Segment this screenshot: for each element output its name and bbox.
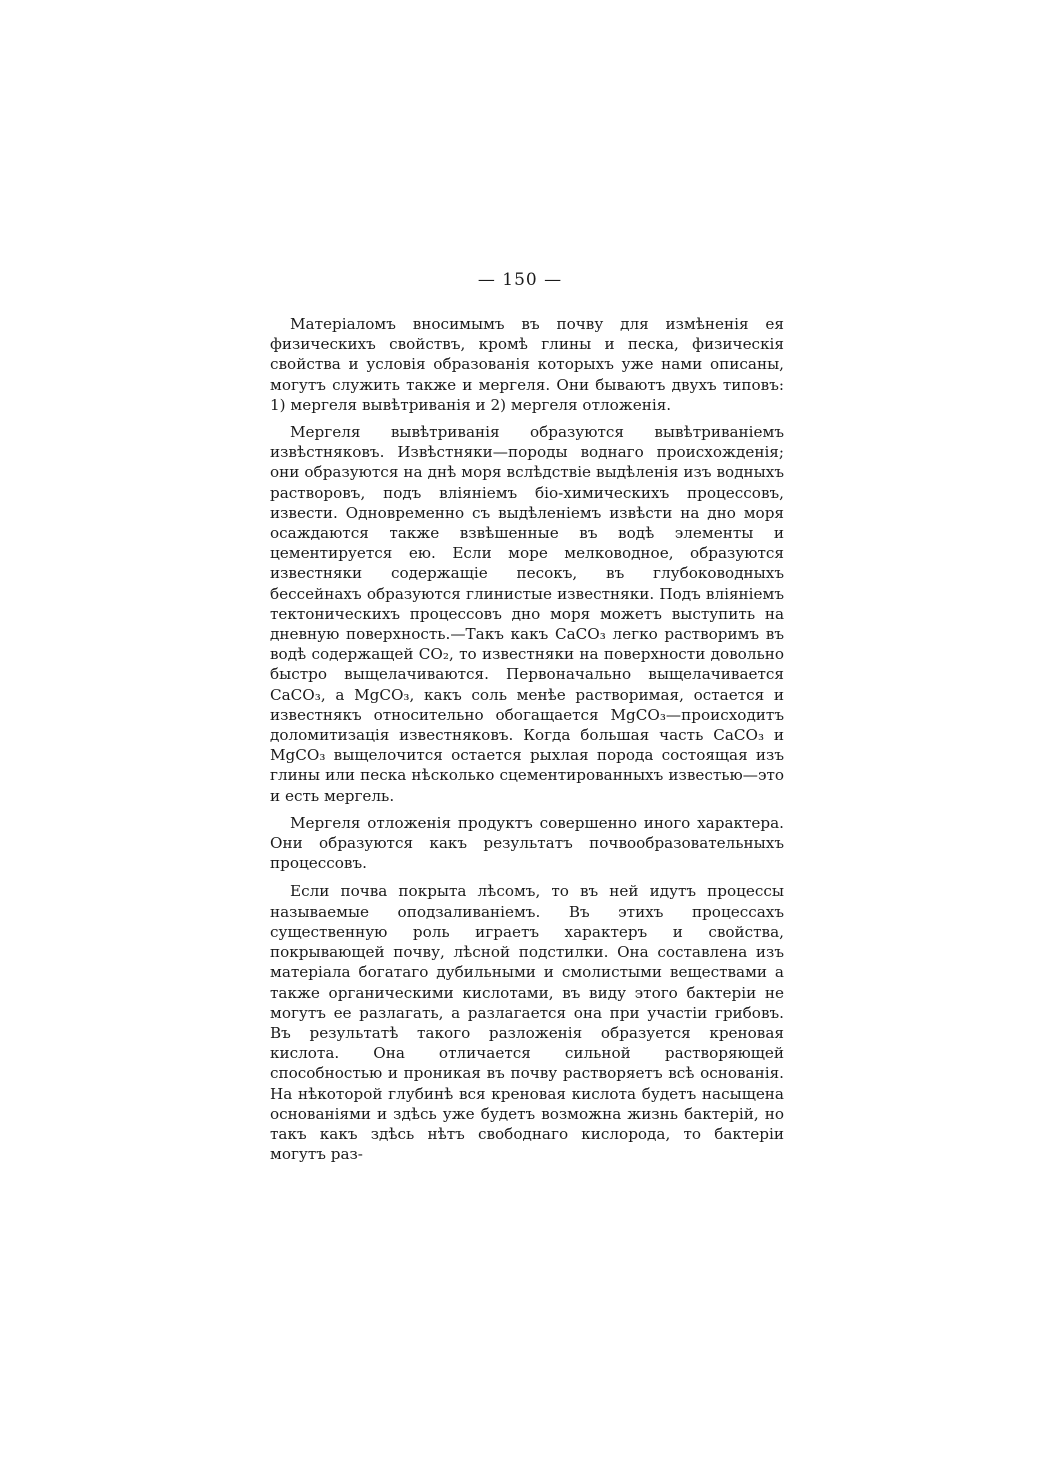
paragraph-deposition-marl: Мергеля отложенія продуктъ совершенно иного характера. Они образуются какъ результатъ почвообразовательныхъ процессовъ.	[270, 813, 784, 873]
page-number: — 150 —	[477, 270, 563, 290]
paragraph-weathering-marl: Мергеля вывѣтриванія образуются вывѣтриваніемъ извѣстняковъ. Извѣстняки—породы воднаго происхожденія; они образуются на днѣ моря вслѣдствіе выдѣленія изъ водныхъ растворовъ, подъ вліяніемъ біо-химическихъ процессовъ, извести. Одновременно съ выдѣленіемъ извѣсти на дно моря осаждаются также взвѣшенные въ водѣ элементы и цементируется ею. Если море мелководное, образуются известняки содержащіе песокъ, въ глубоководныхъ бессейнахъ образуются глинистые известняки. Подъ вліяніемъ тектоническихъ процессовъ дно моря можетъ выступить на дневную поверхность.—Такъ какъ CaCO₃ легко растворимъ въ водѣ содержащей CO₂, то известняки на поверхности довольно быстро выщелачиваются. Первоначально выщелачивается CaCO₃, а MgCO₃, какъ соль менѣе растворимая, остается и известнякъ относительно обогащается MgCO₃—происходитъ доломитизація известняковъ. Когда большая часть CaCO₃ и MgCO₃ выщелочится остается рыхлая порода состоящая изъ глины или песка нѣсколько сцементированныхъ известью—это и есть мергель.	[270, 423, 784, 805]
paragraph-marl-intro: Матеріаломъ вносимымъ въ почву для измѣненія ея физическихъ свойствъ, кромѣ глины и песка, физическія свойства и условія образованія которыхъ уже нами описаны, могутъ служить также и мергеля. Они бываютъ двухъ типовъ: 1) мергеля вывѣтриванія и 2) мергеля отложенія.	[270, 315, 784, 414]
body-text	[270, 314, 784, 1171]
paragraph-podzolization: Если почва покрыта лѣсомъ, то въ ней идутъ процессы называемые оподзаливаніемъ. Въ этихъ процессахъ существенную роль играетъ характеръ и свойства, покрывающей почву, лѣсной подстилки. Она составлена изъ матеріала богатаго дубильными и смолистыми веществами а также органическими кислотами, въ виду этого бактеріи не могутъ ее разлагать, а разлагается она при участіи грибовъ. Въ результатѣ такого разложенія образуется креновая кислота. Она отличается сильной растворяющей способностью и проникая въ почву растворяетъ всѣ основанія. На нѣкоторой глубинѣ вся креновая кислота будетъ насыщена основаніями и здѣсь уже будетъ возможна жизнь бактерій, но такъ какъ здѣсь нѣтъ свободнаго кислорода, то бактеріи могутъ раз-	[270, 882, 784, 1164]
